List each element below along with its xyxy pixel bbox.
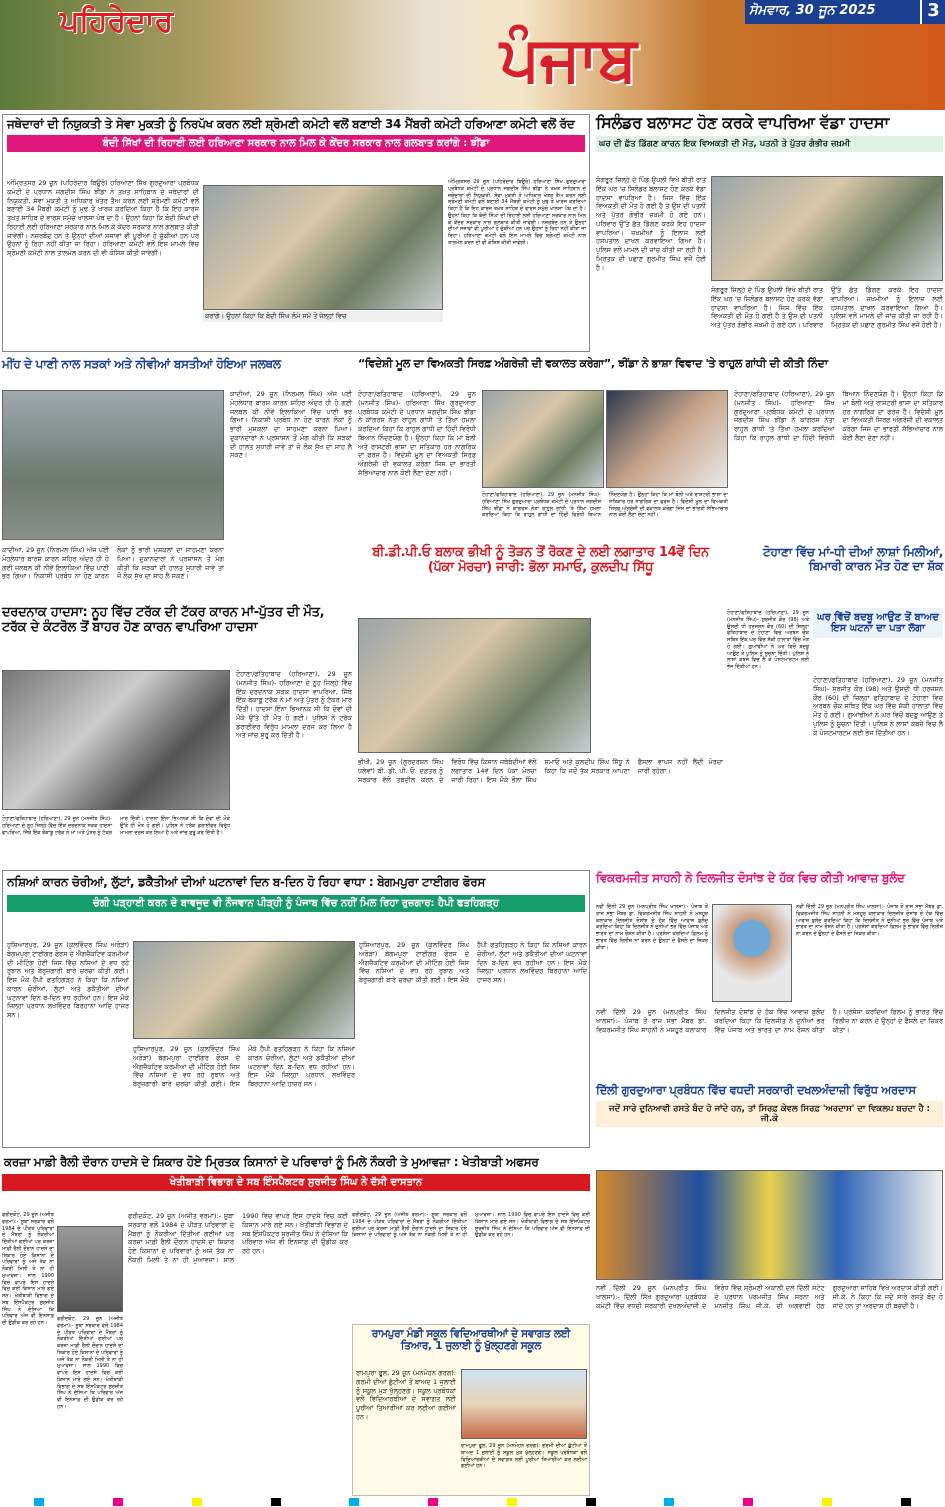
- story-nuh-accident: [2, 606, 352, 866]
- story-body: ਅੰਮ੍ਰਿਤਸਰ 29 ਜੂਨ (ਪਹਿਰੇਦਾਰ ਬਿਊਰੋ) ਹਰਿਆਣਾ ਸਿੱਖ ਗੁਰਦੁਆਰਾ ਪ੍ਰਬੰਧਕ ਕਮੇਟੀ ਦੇ ਪ੍ਰਧਾਨ ਜਗਦੀਸ਼ ਸਿੰਘ ਝੀਂਡਾ ਨੇ ਤਖ਼ਤ ਸਾਹਿਬਾਨ ਦੇ ਜਥੇਦਾਰਾਂ ਦੀ ਨਿਯੁਕਤੀ, ਸੇਵਾ ਮੁਕਤੀ ਤੇ ਅਧਿਕਾਰ ਖੇਤਰ ਤੈਅ ਕਰਨ ਲਈ ਸ਼੍ਰੋਮਣੀ ਕਮੇਟੀ ਵਲੋਂ ਬਣਾਈ 34 ਮੈਂਬਰੀ ਕਮੇਟੀ ਨੂੰ ਮੁਢ ਤੋਂ ਖਾਰਜ ਕਰਦਿਆਂ ਕਿਹਾ ਹੈ ਕਿ ਇਹ ਕਾਰਜ ਤਖ਼ਤ ਸਾਹਿਬ ਦੇ ਵਾਰਸ ਸਮੁੱਚੇ ਖਾਲਸਾ ਪੰਥ ਦਾ ਹੈ। ਉਹਨਾਂ ਕਿਹਾ ਕਿ ਬੰਦੀ ਸਿੰਘਾਂ ਦੀ ਰਿਹਾਈ ਲਈ ਹਰਿਆਣਾ ਸਰਕਾਰ ਨਾਲ ਮਿਲ ਕੇ ਕੇਂਦਰ ਸਰਕਾਰ ਨਾਲ ਗਲਬਾਤ ਕੀਤੀ ਜਾਵੇਗੀ। ਨਜ਼ਰਬੰਦ ਹਨ ਤੇ ਉਨ੍ਹਾਂ ਦੀਆਂ ਸਜਾਵਾਂ ਵੀ ਪੂਰੀਆਂ ਹੋ ਚੁੱਕੀਆਂ ਹਨ ਪਰ ਉਹਨਾਂ ਨੂੰ ਰਿਹਾ ਨਹੀਂ ਕੀਤਾ ਜਾ ਰਿਹਾ। ਹਰਿਆਣਾ ਕਮੇਟੀ ਵਲੋਂ ਇਸ ਮਾਮਲੇ ਵਿਚ ਸ਼੍ਰੋਮਣੀ ਕਮੇਟੀ ਨਾਲ ਤਾਲਮੇਲ ਕਰਨ ਦੀ ਵੀ ਕੋਸ਼ਿਸ਼ ਕੀਤੀ ਜਾਵੇਗੀ।: [7, 179, 199, 258]
- photo-rahul-gandhi: [606, 390, 728, 488]
- subheadline: ਖੇਤੀਬਾੜੀ ਵਿਭਾਗ ਦੇ ਸਬ ਇੰਸਪੈਕਟਰ ਸੁਰਜੀਤ ਸਿੰਘ ਨੇ ਦੱਸੀ ਦਾਸਤਾਨ: [2, 1174, 590, 1191]
- photo-sahni: [712, 904, 792, 1002]
- story-sahni: [596, 872, 943, 1082]
- subheadline: ਬੰਦੀ ਸਿੱਖਾਂ ਦੀ ਰਿਹਾਈ ਲਈ ਹਰਿਆਣਾ ਸਰਕਾਰ ਨਾਲ ਮਿਲ ਕੇ ਕੇਂਦਰ ਸਰਕਾਰ ਨਾਲ ਗਲਬਾਤ ਕਰਾਂਗੇ : ਝੀਂਡਾ: [7, 135, 585, 152]
- story-body: ਭੀਖੀ, 29 ਜੂਨ (ਗੁਰਦਰਸ਼ਨ ਸਿੰਘ ਧਲੇਵਾਂ) ਬੀ. ਡੀ. ਪੀ. ਓ. ਦਫ਼ਤਰ ਨੂੰ ਸਰਕਾਰ ਵੱਲੋਂ ਤਬਦੀਲ ਕਰਨ ਦੇ ਵਿਰੋਧ ਵਿੱਚ ਕਿਸਾਨ ਜਥੇਬੰਦੀਆਂ ਵੱਲੋਂ ਲਗਾਤਾਰ 14ਵੇਂ ਦਿਨ ਪੱਕਾ ਮੋਰਚਾ ਜਾਰੀ ਰਿਹਾ। ਇਸ ਮੌਕੇ ਭੋਲਾ ਸਿੰਘ ਸਮਾਓ ਅਤੇ ਕੁਲਦੀਪ ਸਿੰਘ ਸਿੱਧੂ ਨੇ ਕਿਹਾ ਕਿ ਜਦੋਂ ਤੱਕ ਸਰਕਾਰ ਆਪਣਾ ਫੈਸਲਾ ਵਾਪਸ ਨਹੀਂ ਲੈਂਦੀ ਮੋਰਚਾ ਜਾਰੀ ਰਹੇਗਾ।: [358, 758, 723, 784]
- headline: ਦਰਦਨਾਕ ਹਾਦਸਾ: ਨੂਹ ਵਿੱਚ ਟਰੱਕ ਦੀ ਟੱਕਰ ਕਾਰਨ ਮਾਂ-ਪੁੱਤਰ ਦੀ ਮੌਤ, ਟਰੱਕ ਦੇ ਕੰਟਰੋਲ ਤੋਂ ਬਾਹਰ ਹੋਣ ਕਾਰਨ ਵਾਪਰਿਆ ਹਾਦਸਾ: [2, 605, 325, 635]
- headline: ਨਸ਼ਿਆਂ ਕਾਰਨ ਚੋਰੀਆਂ, ਲੁੱਟਾਂ, ਡਕੈਤੀਆਂ ਦੀਆਂ ਘਟਨਾਵਾਂ ਦਿਨ ਬ-ਦਿਨ ਹੋ ਰਿਹਾ ਵਾਧਾ : ਬੇਗਮਪੁਰਾ ਟਾਈਗਰ ਫੋਰਸ: [7, 875, 486, 889]
- story-body-continued: ਟੋਹਾਣਾ/ਫਤਿਹਾਬਾਦ (ਹਰਿਆਣਾ), 29 ਜੂਨ (ਮਨਜੀਤ ਸਿੰਘ)- ਹਰਿਆਣਾ ਦੇ ਨੂਹ ਜ਼ਿਲ੍ਹੇ ਵਿੱਚ ਇੱਕ ਦਰਦਨਾਕ ਸੜਕ ਹਾਦਸਾ ਵਾਪਰਿਆ, ਜਿੱਥੇ ਇੱਕ ਬੇਕਾਬੂ ਟਰੱਕ ਨੇ ਮਾਂ ਅਤੇ ਪੁੱਤਰ ਨੂੰ ਟੱਕਰ ਮਾਰ ਦਿੱਤੀ। ਹਾਦਸਾ ਇੰਨਾ ਭਿਆਨਕ ਸੀ ਕਿ ਦੋਵਾਂ ਦੀ ਮੌਕੇ ਉੱਤੇ ਹੀ ਮੌਤ ਹੋ ਗਈ। ਪੁਲਿਸ ਨੇ ਟਰੱਕ ਡਰਾਈਵਰ ਵਿਰੁੱਧ ਮਾਮਲਾ ਦਰਜ ਕਰ ਲਿਆ ਹੈ ਅਤੇ ਜਾਂਚ ਸ਼ੁਰੂ ਕਰ ਦਿੱਤੀ ਹੈ।: [2, 816, 230, 836]
- story-bdpo-morcha: [358, 546, 723, 866]
- section-title: ਪੰਜਾਬ: [500, 22, 637, 95]
- headline: ਰਾਮਪੁਰਾ ਮੰਡੀ ਸਕੂਲ ਵਿਦਿਆਰਥੀਆਂ ਦੇ ਸਵਾਗਤ ਲਈ ਤਿਆਰ, 1 ਜੁਲਾਈ ਨੂੰ ਖੁੱਲ੍ਹਣਗੇ ਸਕੂਲ: [371, 1328, 571, 1353]
- story-rain: [2, 358, 352, 603]
- story-body: ਨਵੀਂ ਦਿੱਲੀ 29 ਜੂਨ (ਮਨਪ੍ਰੀਤ ਸਿੰਘ ਖਾਲਸਾ):- ਦਿੱਲੀ ਸਿੱਖ ਗੁਰਦੁਆਰਾ ਪ੍ਰਬੰਧਕ ਕਮੇਟੀ ਵਿੱਚ ਵਧਦੀ ਸਰਕਾਰੀ ਦਖਲਅੰਦਾਜ਼ੀ ਦੇ ਵਿਰੋਧ ਵਿੱਚ ਸ਼੍ਰੋਮਣੀ ਅਕਾਲੀ ਦਲ ਦਿੱਲੀ ਸਟੇਟ ਦੇ ਪ੍ਰਧਾਨ ਪਰਮਜੀਤ ਸਿੰਘ ਸਰਨਾ ਅਤੇ ਮਨਜੀਤ ਸਿੰਘ ਜੀ.ਕੇ. ਦੀ ਅਗਵਾਈ ਹੇਠ ਗੁਰਦੁਆਰਾ ਸਾਹਿਬ ਵਿਖੇ ਅਰਦਾਸ ਕੀਤੀ ਗਈ। ਜੀ.ਕੇ. ਨੇ ਕਿਹਾ ਕਿ ਜਦੋਂ ਸਾਰੇ ਰਸਤੇ ਬੰਦ ਹੋ ਜਾਂਦੇ ਹਨ ਤਾਂ ਅਰਦਾਸ ਹੀ ਬਚਦੀ ਹੈ।: [596, 1284, 943, 1310]
- story-cylinder-blast: [596, 114, 943, 352]
- story-tohana: [727, 546, 943, 866]
- story-body: ਰਾਮਪੁਰਾ ਫੂਲ, 29 ਜੂਨ (ਮਨਮੋਹਨ ਗਰਗ): ਗਰਮੀ ਦੀਆਂ ਛੁੱਟੀਆਂ ਤੋਂ ਬਾਅਦ 1 ਜੁਲਾਈ ਨੂੰ ਸਕੂਲ ਮੁੜ ਖੁੱਲ੍ਹਣਗੇ। ਸਕੂਲ ਪ੍ਰਬੰਧਕਾਂ ਵਲੋਂ ਵਿਦਿਆਰਥੀਆਂ ਦੇ ਸਵਾਗਤ ਲਈ ਪੂਰੀਆਂ ਤਿਆਰੀਆਂ ਕਰ ਲਈਆਂ ਗਈਆਂ ਹਨ।: [356, 1369, 456, 1421]
- photo: [2, 670, 230, 810]
- photo: [2, 390, 224, 540]
- story-body: ਟੋਹਾਣਾ/ਫਤਿਹਾਬਾਦ (ਹਰਿਆਣਾ), 29 ਜੂਨ (ਮਨਜੀਤ ਸਿੰਘ)- ਸੁਰਜੀਤ ਕੌਰ (98) ਅਤੇ ਉਸਦੀ ਧੀ ਹਰਜਸ਼ਨ ਕੌਰ (60) ਦੀ ਜ਼ਿਲ੍ਹਾ ਫਤਿਹਾਬਾਦ ਦੇ ਟੋਹਾਣਾ ਵਿਚ ਅਰਬਨ ਚੌਕ ਸਥਿਤ ਇੱਕ ਘਰ ਵਿੱਚ ਸ਼ੱਕੀ ਹਾਲਾਤਾਂ ਵਿੱਚ ਮੌਤ ਹੋ ਗਈ। ਗੁਆਂਢੀਆਂ ਨੇ ਘਰ ਵਿਚੋਂ ਬਦਬੂ ਆਉਣ ਤੇ ਪੁਲਿਸ ਨੂੰ ਸੂਚਨਾ ਦਿੱਤੀ। ਪੁਲਿਸ ਨੇ ਲਾਸ਼ਾਂ ਕਬਜ਼ੇ ਵਿਚ ਲੈ ਕੇ ਪੋਸਟਮਾਰਟਮ ਲਈ ਭੇਜ ਦਿੱਤੀਆਂ ਹਨ।: [727, 610, 809, 670]
- headline: ਟੋਹਾਣਾ ਵਿੱਚ ਮਾਂ-ਧੀ ਦੀਆਂ ਲਾਸ਼ਾਂ ਮਿਲੀਆਂ, ਬਿਮਾਰੀ ਕਾਰਨ ਮੌਤ ਹੋਣ ਦਾ ਸ਼ੱਕ: [763, 545, 943, 573]
- story-body: ਹੁਸ਼ਿਆਰਪੁਰ, 29 ਜੂਨ (ਕੁਲਵਿੰਦਰ ਸਿੰਘ ਅਰੋੜਾ) ਬੇਗਮਪੁਰਾ ਟਾਈਗਰ ਫੋਰਸ ਦੇ ਐਗਜ਼ੈਕਟਿਵ ਕਰਮੀਆਂ ਦੀ ਮੀਟਿੰਗ ਹੋਈ ਜਿਸ ਵਿੱਚ ਨਸ਼ਿਆਂ ਦੇ ਵਧ ਰਹੇ ਰੁਝਾਨ ਅਤੇ ਬੇਰੁਜ਼ਗਾਰੀ ਬਾਰੇ ਚਰਚਾ ਕੀਤੀ ਗਈ। ਇਸ ਮੌਕੇ ਹੈਪੀ ਫਤਹਿਗੜ੍ਹ ਨੇ ਕਿਹਾ ਕਿ ਨਸ਼ਿਆਂ ਕਾਰਨ ਚੋਰੀਆਂ, ਲੁੱਟਾਂ ਅਤੇ ਡਕੈਤੀਆਂ ਦੀਆਂ ਘਟਨਾਵਾਂ ਦਿਨ ਬ-ਦਿਨ ਵਧ ਰਹੀਆਂ ਹਨ। ਇਸ ਮੌਕੇ ਜ਼ਿਲ੍ਹਾ ਪ੍ਰਧਾਨ ਲਖਵਿੰਦਰ ਬਿਰਹਾਨਾ ਆਦਿ ਹਾਜ਼ਰ ਸਨ।: [7, 941, 129, 1020]
- story-body-continued-2: ਟੋਹਾਣਾ/ਫਤਿਹਾਬਾਦ (ਹਰਿਆਣਾ), 29 ਜੂਨ (ਮਨਜੀਤ ਸਿੰਘ)- ਹਰਿਆਣਾ ਸਿੱਖ ਗੁਰਦੁਆਰਾ ਪ੍ਰਬੰਧਕ ਕਮੇਟੀ ਦੇ ਪ੍ਰਧਾਨ ਜਗਦੀਸ਼ ਸਿੰਘ ਝੀਂਡਾ ਨੇ ਕਾਂਗਰਸ ਨੇਤਾ ਰਾਹੁਲ ਗਾਂਧੀ 'ਤੇ ਤਿੱਖਾ ਹਮਲਾ ਕਰਦਿਆਂ ਕਿਹਾ ਕਿ ਰਾਹੁਲ ਗਾਂਧੀ ਦਾ ਹਿੰਦੀ ਵਿਰੋਧੀ ਬਿਆਨ ਨਿੰਦਣਯੋਗ ਹੈ। ਉਨ੍ਹਾਂ ਕਿਹਾ ਕਿ ਮਾਂ ਬੋਲੀ ਅਤੇ ਰਾਸ਼ਟਰੀ ਭਾਸ਼ਾ ਦਾ ਸਤਿਕਾਰ ਹਰ ਨਾਗਰਿਕ ਦਾ ਫਰਜ਼ ਹੈ। ਵਿਦੇਸ਼ੀ ਮੂਲ ਦਾ ਵਿਅਕਤੀ ਸਿਰਫ਼ ਅੰਗਰੇਜ਼ੀ ਦੀ ਵਕਾਲਤ ਕਰੇਗਾ ਜਿਸ ਦਾ ਭਾਰਤੀ ਸੱਭਿਆਚਾਰ ਨਾਲ ਕੋਈ ਲੈਣਾ ਦੇਣਾ ਨਹੀਂ।: [734, 390, 943, 442]
- photo: [203, 185, 443, 310]
- photo-portrait: [57, 1226, 123, 1312]
- photo: [596, 1170, 943, 1280]
- story-body-continued: ਅੰਮ੍ਰਿਤਸਰ 29 ਜੂਨ (ਪਹਿਰੇਦਾਰ ਬਿਊਰੋ) ਹਰਿਆਣਾ ਸਿੱਖ ਗੁਰਦੁਆਰਾ ਪ੍ਰਬੰਧਕ ਕਮੇਟੀ ਦੇ ਪ੍ਰਧਾਨ ਜਗਦੀਸ਼ ਸਿੰਘ ਝੀਂਡਾ ਨੇ ਤਖ਼ਤ ਸਾਹਿਬਾਨ ਦੇ ਜਥੇਦਾਰਾਂ ਦੀ ਨਿਯੁਕਤੀ, ਸੇਵਾ ਮੁਕਤੀ ਤੇ ਅਧਿਕਾਰ ਖੇਤਰ ਤੈਅ ਕਰਨ ਲਈ ਸ਼੍ਰੋਮਣੀ ਕਮੇਟੀ ਵਲੋਂ ਬਣਾਈ 34 ਮੈਂਬਰੀ ਕਮੇਟੀ ਨੂੰ ਮੁਢ ਤੋਂ ਖਾਰਜ ਕਰਦਿਆਂ ਕਿਹਾ ਹੈ ਕਿ ਇਹ ਕਾਰਜ ਤਖ਼ਤ ਸਾਹਿਬ ਦੇ ਵਾਰਸ ਸਮੁੱਚੇ ਖਾਲਸਾ ਪੰਥ ਦਾ ਹੈ। ਉਹਨਾਂ ਕਿਹਾ ਕਿ ਬੰਦੀ ਸਿੰਘਾਂ ਦੀ ਰਿਹਾਈ ਲਈ ਹਰਿਆਣਾ ਸਰਕਾਰ ਨਾਲ ਮਿਲ ਕੇ ਕੇਂਦਰ ਸਰਕਾਰ ਨਾਲ ਗਲਬਾਤ ਕੀਤੀ ਜਾਵੇਗੀ। ਨਜ਼ਰਬੰਦ ਹਨ ਤੇ ਉਨ੍ਹਾਂ ਦੀਆਂ ਸਜਾਵਾਂ ਵੀ ਪੂਰੀਆਂ ਹੋ ਚੁੱਕੀਆਂ ਹਨ ਪਰ ਉਹਨਾਂ ਨੂੰ ਰਿਹਾ ਨਹੀਂ ਕੀਤਾ ਜਾ ਰਿਹਾ। ਹਰਿਆਣਾ ਕਮੇਟੀ ਵਲੋਂ ਇਸ ਮਾਮਲੇ ਵਿਚ ਸ਼੍ਰੋਮਣੀ ਕਮੇਟੀ ਨਾਲ ਤਾਲਮੇਲ ਕਰਨ ਦੀ ਵੀ ਕੋਸ਼ਿਸ਼ ਕੀਤੀ ਜਾਵੇਗੀ।: [448, 179, 586, 246]
- story-body: ਸੰਗਰੂਰ ਜ਼ਿਲ੍ਹੇ ਦੇ ਪਿੰਡ ਉਪਲੀ ਵਿਖੇ ਬੀਤੀ ਰਾਤ ਇੱਕ ਘਰ 'ਚ ਸਿਲੰਡਰ ਬਲਾਸਟ ਹੋਣ ਕਰਕੇ ਵੱਡਾ ਹਾਦਸਾ ਵਾਪਰਿਆ ਹੈ। ਜਿਸ ਵਿੱਚ ਇੱਕ ਵਿਅਕਤੀ ਦੀ ਮੌਤ ਹੋ ਗਈ ਹੈ ਤੇ ਉਸ ਦੀ ਪਤਨੀ ਅਤੇ ਪੁੱਤਰ ਗੰਭੀਰ ਜ਼ਖ਼ਮੀ ਹੋ ਗਏ ਹਨ। ਪਰਿਵਾਰ ਉੱਤੇ ਛੱਤ ਡਿੱਗਣ ਕਰਕੇ ਇਹ ਹਾਦਸਾ ਵਾਪਰਿਆ। ਜ਼ਖ਼ਮੀਆਂ ਨੂੰ ਇਲਾਜ ਲਈ ਹਸਪਤਾਲ ਦਾਖਲ ਕਰਵਾਇਆ ਗਿਆ ਹੈ। ਪੁਲਿਸ ਵਲੋਂ ਮਾਮਲੇ ਦੀ ਜਾਂਚ ਕੀਤੀ ਜਾ ਰਹੀ ਹੈ। ਮ੍ਰਿਤਕ ਦੀ ਪਛਾਣ ਗੁਰਮੀਤ ਸਿੰਘ ਵਜੋਂ ਹੋਈ ਹੈ।: [596, 176, 706, 272]
- story-body-continued: ਫਰੀਦਕੋਟ, 29 ਜੂਨ (ਅਜੀਤ ਵਰਮਾ):- ਸੂਬਾ ਸਰਕਾਰ ਵਲੋਂ 1984 ਦੇ ਪੀੜਤ ਪਰਿਵਾਰਾਂ ਦੇ ਮੈਂਬਰਾਂ ਨੂੰ ਨੌਕਰੀਆਂ ਦਿੱਤੀਆਂ ਗਈਆਂ ਪਰ ਕਰਜ਼ਾ ਮਾਫ਼ੀ ਰੈਲੀ ਦੌਰਾਨ ਹਾਦਸੇ ਦਾ ਸ਼ਿਕਾਰ ਹੋਏ ਕਿਸਾਨਾਂ ਦੇ ਪਰਿਵਾਰਾਂ ਨੂੰ ਅਜੇ ਤੱਕ ਨਾ ਨੌਕਰੀ ਮਿਲੀ ਤੇ ਨਾ ਹੀ ਮੁਆਵਜ਼ਾ। ਸਾਲ 1990 ਵਿਚ ਵਾਪਰੇ ਇਸ ਹਾਦਸੇ ਵਿਚ ਕਈ ਕਿਸਾਨ ਮਾਰੇ ਗਏ ਸਨ। ਖੇਤੀਬਾੜੀ ਵਿਭਾਗ ਦੇ ਸਬ ਇੰਸਪੈਕਟਰ ਸੁਰਜੀਤ ਸਿੰਘ ਨੇ ਦੱਸਿਆ ਕਿ ਪਰਿਵਾਰ ਅੱਜ ਵੀ ਇਨਸਾਫ਼ ਦੀ ਉਡੀਕ ਕਰ ਰਹੇ ਹਨ।: [57, 1316, 123, 1410]
- story-body-continued: ਹੁਸ਼ਿਆਰਪੁਰ, 29 ਜੂਨ (ਕੁਲਵਿੰਦਰ ਸਿੰਘ ਅਰੋੜਾ) ਬੇਗਮਪੁਰਾ ਟਾਈਗਰ ਫੋਰਸ ਦੇ ਐਗਜ਼ੈਕਟਿਵ ਕਰਮੀਆਂ ਦੀ ਮੀਟਿੰਗ ਹੋਈ ਜਿਸ ਵਿੱਚ ਨਸ਼ਿਆਂ ਦੇ ਵਧ ਰਹੇ ਰੁਝਾਨ ਅਤੇ ਬੇਰੁਜ਼ਗਾਰੀ ਬਾਰੇ ਚਰਚਾ ਕੀਤੀ ਗਈ। ਇਸ ਮੌਕੇ ਹੈਪੀ ਫਤਹਿਗੜ੍ਹ ਨੇ ਕਿਹਾ ਕਿ ਨਸ਼ਿਆਂ ਕਾਰਨ ਚੋਰੀਆਂ, ਲੁੱਟਾਂ ਅਤੇ ਡਕੈਤੀਆਂ ਦੀਆਂ ਘਟਨਾਵਾਂ ਦਿਨ ਬ-ਦਿਨ ਵਧ ਰਹੀਆਂ ਹਨ। ਇਸ ਮੌਕੇ ਜ਼ਿਲ੍ਹਾ ਪ੍ਰਧਾਨ ਲਖਵਿੰਦਰ ਬਿਰਹਾਨਾ ਆਦਿ ਹਾਜ਼ਰ ਸਨ।: [133, 1045, 355, 1089]
- story-rampura-school: [352, 1324, 590, 1496]
- issue-date: ਸੋਮਵਾਰ, 30 ਜੂਨ 2025: [745, 0, 920, 24]
- headline: ਜਥੇਦਾਰਾਂ ਦੀ ਨਿਯੁਕਤੀ ਤੇ ਸੇਵਾ ਮੁਕਤੀ ਨੂੰ ਨਿਰਪੱਖ ਕਰਨ ਲਈ ਸ਼੍ਰੋਮਣੀ ਕਮੇਟੀ ਵਲੋਂ ਬਣਾਈ 34 ਮੈਂਬਰੀ ਕਮੇਟੀ ਹਰਿਆਣਾ ਕਮੇਟੀ ਵਲੋਂ ਰੱਦ: [7, 117, 575, 131]
- story-body: ਟੋਹਾਣਾ/ਫਤਿਹਾਬਾਦ (ਹਰਿਆਣਾ), 29 ਜੂਨ (ਮਨਜੀਤ ਸਿੰਘ)- ਹਰਿਆਣਾ ਸਿੱਖ ਗੁਰਦੁਆਰਾ ਪ੍ਰਬੰਧਕ ਕਮੇਟੀ ਦੇ ਪ੍ਰਧਾਨ ਜਗਦੀਸ਼ ਸਿੰਘ ਝੀਂਡਾ ਨੇ ਕਾਂਗਰਸ ਨੇਤਾ ਰਾਹੁਲ ਗਾਂਧੀ 'ਤੇ ਤਿੱਖਾ ਹਮਲਾ ਕਰਦਿਆਂ ਕਿਹਾ ਕਿ ਰਾਹੁਲ ਗਾਂਧੀ ਦਾ ਹਿੰਦੀ ਵਿਰੋਧੀ ਬਿਆਨ ਨਿੰਦਣਯੋਗ ਹੈ। ਉਨ੍ਹਾਂ ਕਿਹਾ ਕਿ ਮਾਂ ਬੋਲੀ ਅਤੇ ਰਾਸ਼ਟਰੀ ਭਾਸ਼ਾ ਦਾ ਸਤਿਕਾਰ ਹਰ ਨਾਗਰਿਕ ਦਾ ਫਰਜ਼ ਹੈ। ਵਿਦੇਸ਼ੀ ਮੂਲ ਦਾ ਵਿਅਕਤੀ ਸਿਰਫ਼ ਅੰਗਰੇਜ਼ੀ ਦੀ ਵਕਾਲਤ ਕਰੇਗਾ ਜਿਸ ਦਾ ਭਾਰਤੀ ਸੱਭਿਆਚਾਰ ਨਾਲ ਕੋਈ ਲੈਣਾ ਦੇਣਾ ਨਹੀਂ।: [358, 390, 476, 477]
- headline: ਵਿਕਰਮਜੀਤ ਸਾਹਨੀ ਨੇ ਦਿਲਜੀਤ ਦੋਸਾਂਝ ਦੇ ਹੱਕ ਵਿਚ ਕੀਤੀ ਆਵਾਜ਼ ਬੁਲੰਦ: [596, 871, 905, 885]
- subheadline: ਚੰਗੀ ਪੜ੍ਹਾਈ ਕਰਨ ਦੇ ਬਾਵਜੂਦ ਵੀ ਨੌਜਵਾਨ ਪੀੜ੍ਹੀ ਨੂੰ ਪੰਜਾਬ ਵਿੱਚ ਨਹੀਂ ਮਿਲ ਰਿਹਾ ਰੁਜ਼ਗਾਰ: ਹੈਪੀ ਫਤਹਿਗੜ੍ਹ: [7, 895, 585, 912]
- story-body-continued: ਕਾਦੀਆਂ, 29 ਜੂਨ (ਨਿਰਮਲ ਸਿੰਘ) ਅੱਜ ਪਈ ਮੋਹਲੇਧਾਰ ਬਾਰਸ਼ ਕਾਰਨ ਸ਼ਹਿਰ ਅੰਦਰ ਹੀ ਹੋ ਗਈ ਜਲਥਲ ਕੀ ਨੀਵੇਂ ਇਲਾਕਿਆਂ ਵਿੱਚ ਪਾਣੀ ਭਰ ਗਿਆ। ਨਿਕਾਸੀ ਪ੍ਰਬੰਧ ਨਾ ਹੋਣ ਕਾਰਨ ਲੋਕਾਂ ਨੂੰ ਭਾਰੀ ਮੁਸ਼ਕਲਾਂ ਦਾ ਸਾਹਮਣਾ ਕਰਨਾ ਪਿਆ। ਦੁਕਾਨਦਾਰਾਂ ਨੇ ਪ੍ਰਸ਼ਾਸਨ ਤੋਂ ਮੰਗ ਕੀਤੀ ਕਿ ਸੜਕਾਂ ਦੀ ਹਾਲਤ ਸੁਧਾਰੀ ਜਾਵੇ ਤਾਂ ਜੋ ਲੋਕ ਸੁੱਖ ਦਾ ਸਾਹ ਲੈ ਸਕਣ।: [2, 546, 224, 581]
- photo-jhinda: [482, 390, 604, 488]
- headline: ਦਿੱਲੀ ਗੁਰਦੁਆਰਾ ਪ੍ਰਬੰਧਨ ਵਿੱਚ ਵਧਦੀ ਸਰਕਾਰੀ ਦਖਲਅੰਦਾਜ਼ੀ ਵਿਰੁੱਧ ਅਰਦਾਸ: [596, 1083, 916, 1097]
- headline: ਬੀ.ਡੀ.ਪੀ.ਓ ਬਲਾਕ ਭੀਖੀ ਨੂੰ ਤੋੜਨ ਤੋਂ ਰੋਕਣ ਦੇ ਲਈ ਲਗਾਤਾਰ 14ਵੇਂ ਦਿਨ (ਪੱਕਾ ਮੋਰਚਾ) ਜਾਰੀ: ਭੋਲਾ ਸਮਾਓ, ਕੁਲਦੀਪ ਸਿੱਧੂ: [372, 545, 709, 575]
- story-body: ਕਾਦੀਆਂ, 29 ਜੂਨ (ਨਿਰਮਲ ਸਿੰਘ) ਅੱਜ ਪਈ ਮੋਹਲੇਧਾਰ ਬਾਰਸ਼ ਕਾਰਨ ਸ਼ਹਿਰ ਅੰਦਰ ਹੀ ਹੋ ਗਈ ਜਲਥਲ ਕੀ ਨੀਵੇਂ ਇਲਾਕਿਆਂ ਵਿੱਚ ਪਾਣੀ ਭਰ ਗਿਆ। ਨਿਕਾਸੀ ਪ੍ਰਬੰਧ ਨਾ ਹੋਣ ਕਾਰਨ ਲੋਕਾਂ ਨੂੰ ਭਾਰੀ ਮੁਸ਼ਕਲਾਂ ਦਾ ਸਾਹਮਣਾ ਕਰਨਾ ਪਿਆ। ਦੁਕਾਨਦਾਰਾਂ ਨੇ ਪ੍ਰਸ਼ਾਸਨ ਤੋਂ ਮੰਗ ਕੀਤੀ ਕਿ ਸੜਕਾਂ ਦੀ ਹਾਲਤ ਸੁਧਾਰੀ ਜਾਵੇ ਤਾਂ ਜੋ ਲੋਕ ਸੁੱਖ ਦਾ ਸਾਹ ਲੈ ਸਕਣ।: [230, 390, 352, 460]
- photo-school: [461, 1369, 587, 1439]
- story-language-row: [358, 358, 943, 543]
- story-body-continued: ਰਾਮਪੁਰਾ ਫੂਲ, 29 ਜੂਨ (ਮਨਮੋਹਨ ਗਰਗ): ਗਰਮੀ ਦੀਆਂ ਛੁੱਟੀਆਂ ਤੋਂ ਬਾਅਦ 1 ਜੁਲਾਈ ਨੂੰ ਸਕੂਲ ਮੁੜ ਖੁੱਲ੍ਹਣਗੇ। ਸਕੂਲ ਪ੍ਰਬੰਧਕਾਂ ਵਲੋਂ ਵਿਦਿਆਰਥੀਆਂ ਦੇ ਸਵਾਗਤ ਲਈ ਪੂਰੀਆਂ ਤਿਆਰੀਆਂ ਕਰ ਲਈਆਂ ਗਈਆਂ ਹਨ।: [461, 1443, 587, 1470]
- subheadline: ਜਦੋਂ ਸਾਰੇ ਦੁਨਿਆਵੀ ਰਸਤੇ ਬੰਦ ਹੋ ਜਾਂਦੇ ਹਨ, ਤਾਂ ਸਿਰਫ਼ ਕੇਵਲ ਸਿਰਫ਼ 'ਅਰਦਾਸ' ਦਾ ਵਿਕਲਪ ਬਚਦਾ ਹੈ : ਜੀ.ਕੇ: [596, 1101, 943, 1127]
- color-registration-bar: [0, 1497, 945, 1507]
- newspaper-logo: ਪਹਿਰੇਦਾਰ: [60, 4, 174, 39]
- headline: ਮੀਂਹ ਦੇ ਪਾਣੀ ਨਾਲ ਸੜਕਾਂ ਅਤੇ ਨੀਵੀਆਂ ਬਸਤੀਆਂ ਹੋਇਆ ਜਲਥਲ: [2, 357, 281, 371]
- story-jathedar: [2, 114, 590, 352]
- story-body-continued: ਸੰਗਰੂਰ ਜ਼ਿਲ੍ਹੇ ਦੇ ਪਿੰਡ ਉਪਲੀ ਵਿਖੇ ਬੀਤੀ ਰਾਤ ਇੱਕ ਘਰ 'ਚ ਸਿਲੰਡਰ ਬਲਾਸਟ ਹੋਣ ਕਰਕੇ ਵੱਡਾ ਹਾਦਸਾ ਵਾਪਰਿਆ ਹੈ। ਜਿਸ ਵਿੱਚ ਇੱਕ ਵਿਅਕਤੀ ਦੀ ਮੌਤ ਹੋ ਗਈ ਹੈ ਤੇ ਉਸ ਦੀ ਪਤਨੀ ਅਤੇ ਪੁੱਤਰ ਗੰਭੀਰ ਜ਼ਖ਼ਮੀ ਹੋ ਗਏ ਹਨ। ਪਰਿਵਾਰ ਉੱਤੇ ਛੱਤ ਡਿੱਗਣ ਕਰਕੇ ਇਹ ਹਾਦਸਾ ਵਾਪਰਿਆ। ਜ਼ਖ਼ਮੀਆਂ ਨੂੰ ਇਲਾਜ ਲਈ ਹਸਪਤਾਲ ਦਾਖਲ ਕਰਵਾਇਆ ਗਿਆ ਹੈ। ਪੁਲਿਸ ਵਲੋਂ ਮਾਮਲੇ ਦੀ ਜਾਂਚ ਕੀਤੀ ਜਾ ਰਹੀ ਹੈ। ਮ੍ਰਿਤਕ ਦੀ ਪਛਾਣ ਗੁਰਮੀਤ ਸਿੰਘ ਵਜੋਂ ਹੋਈ ਹੈ।: [711, 286, 943, 330]
- story-body-continued-2: ਨਵੀਂ ਦਿੱਲੀ 29 ਜੂਨ (ਮਨਪ੍ਰੀਤ ਸਿੰਘ ਖਾਲਸਾ):- ਪੰਜਾਬ ਤੋਂ ਰਾਜ ਸਭਾ ਮੈਂਬਰ ਡਾ. ਵਿਕਰਮਜੀਤ ਸਿੰਘ ਸਾਹਨੀ ਨੇ ਮਸ਼ਹੂਰ ਕਲਾਕਾਰ ਦਿਲਜੀਤ ਦੋਸਾਂਝ ਦੇ ਹੱਕ ਵਿੱਚ ਆਵਾਜ਼ ਬੁਲੰਦ ਕਰਦਿਆਂ ਕਿਹਾ ਕਿ ਦਿਲਜੀਤ ਨੇ ਦੁਨੀਆਂ ਭਰ ਵਿੱਚ ਪੰਜਾਬ ਅਤੇ ਭਾਰਤ ਦਾ ਨਾਮ ਰੌਸ਼ਨ ਕੀਤਾ ਹੈ। ਪ੍ਰਸ਼ੰਸਾ ਕਰਦਿਆਂ ਫ਼ਿਲਮ ਨੂੰ ਭਾਰਤ ਵਿੱਚ ਰਿਲੀਜ਼ ਨਾ ਕਰਨ ਦੇ ਉਨ੍ਹਾਂ ਦੇ ਫੈਸਲੇ ਦਾ ਜ਼ਿਕਰ ਕੀਤਾ।: [596, 1008, 943, 1034]
- story-body-continued: ਟੋਹਾਣਾ/ਫਤਿਹਾਬਾਦ (ਹਰਿਆਣਾ), 29 ਜੂਨ (ਮਨਜੀਤ ਸਿੰਘ)- ਹਰਿਆਣਾ ਸਿੱਖ ਗੁਰਦੁਆਰਾ ਪ੍ਰਬੰਧਕ ਕਮੇਟੀ ਦੇ ਪ੍ਰਧਾਨ ਜਗਦੀਸ਼ ਸਿੰਘ ਝੀਂਡਾ ਨੇ ਕਾਂਗਰਸ ਨੇਤਾ ਰਾਹੁਲ ਗਾਂਧੀ 'ਤੇ ਤਿੱਖਾ ਹਮਲਾ ਕਰਦਿਆਂ ਕਿਹਾ ਕਿ ਰਾਹੁਲ ਗਾਂਧੀ ਦਾ ਹਿੰਦੀ ਵਿਰੋਧੀ ਬਿਆਨ ਨਿੰਦਣਯੋਗ ਹੈ। ਉਨ੍ਹਾਂ ਕਿਹਾ ਕਿ ਮਾਂ ਬੋਲੀ ਅਤੇ ਰਾਸ਼ਟਰੀ ਭਾਸ਼ਾ ਦਾ ਸਤਿਕਾਰ ਹਰ ਨਾਗਰਿਕ ਦਾ ਫਰਜ਼ ਹੈ। ਵਿਦੇਸ਼ੀ ਮੂਲ ਦਾ ਵਿਅਕਤੀ ਸਿਰਫ਼ ਅੰਗਰੇਜ਼ੀ ਦੀ ਵਕਾਲਤ ਕਰੇਗਾ ਜਿਸ ਦਾ ਭਾਰਤੀ ਸੱਭਿਆਚਾਰ ਨਾਲ ਕੋਈ ਲੈਣਾ ਦੇਣਾ ਨਹੀਂ।: [482, 492, 728, 519]
- story-body-continued: ਟੋਹਾਣਾ/ਫਤਿਹਾਬਾਦ (ਹਰਿਆਣਾ), 29 ਜੂਨ (ਮਨਜੀਤ ਸਿੰਘ)- ਸੁਰਜੀਤ ਕੌਰ (98) ਅਤੇ ਉਸਦੀ ਧੀ ਹਰਜਸ਼ਨ ਕੌਰ (60) ਦੀ ਜ਼ਿਲ੍ਹਾ ਫਤਿਹਾਬਾਦ ਦੇ ਟੋਹਾਣਾ ਵਿਚ ਅਰਬਨ ਚੌਕ ਸਥਿਤ ਇੱਕ ਘਰ ਵਿੱਚ ਸ਼ੱਕੀ ਹਾਲਾਤਾਂ ਵਿੱਚ ਮੌਤ ਹੋ ਗਈ। ਗੁਆਂਢੀਆਂ ਨੇ ਘਰ ਵਿਚੋਂ ਬਦਬੂ ਆਉਣ ਤੇ ਪੁਲਿਸ ਨੂੰ ਸੂਚਨਾ ਦਿੱਤੀ। ਪੁਲਿਸ ਨੇ ਲਾਸ਼ਾਂ ਕਬਜ਼ੇ ਵਿਚ ਲੈ ਕੇ ਪੋਸਟਮਾਰਟਮ ਲਈ ਭੇਜ ਦਿੱਤੀਆਂ ਹਨ।: [813, 676, 943, 737]
- headline: ਸਿਲੰਡਰ ਬਲਾਸਟ ਹੋਣ ਕਰਕੇ ਵਾਪਰਿਆ ਵੱਡਾ ਹਾਦਸਾ: [596, 113, 889, 132]
- story-body: ਟੋਹਾਣਾ/ਫਤਿਹਾਬਾਦ (ਹਰਿਆਣਾ), 29 ਜੂਨ (ਮਨਜੀਤ ਸਿੰਘ)- ਹਰਿਆਣਾ ਦੇ ਨੂਹ ਜ਼ਿਲ੍ਹੇ ਵਿੱਚ ਇੱਕ ਦਰਦਨਾਕ ਸੜਕ ਹਾਦਸਾ ਵਾਪਰਿਆ, ਜਿੱਥੇ ਇੱਕ ਬੇਕਾਬੂ ਟਰੱਕ ਨੇ ਮਾਂ ਅਤੇ ਪੁੱਤਰ ਨੂੰ ਟੱਕਰ ਮਾਰ ਦਿੱਤੀ। ਹਾਦਸਾ ਇੰਨਾ ਭਿਆਨਕ ਸੀ ਕਿ ਦੋਵਾਂ ਦੀ ਮੌਕੇ ਉੱਤੇ ਹੀ ਮੌਤ ਹੋ ਗਈ। ਪੁਲਿਸ ਨੇ ਟਰੱਕ ਡਰਾਈਵਰ ਵਿਰੁੱਧ ਮਾਮਲਾ ਦਰਜ ਕਰ ਲਿਆ ਹੈ ਅਤੇ ਜਾਂਚ ਸ਼ੁਰੂ ਕਰ ਦਿੱਤੀ ਹੈ।: [236, 670, 352, 740]
- photo: [133, 941, 355, 1039]
- story-delhi-gurdwara: [596, 1084, 943, 1496]
- photo-caption: ਕਰਾਂਗੇ। ਉਹਨਾਂ ਕਿਹਾ ਕਿ ਬੰਦੀ ਸਿੰਘ ਲੰਮੇ ਸਮੇਂ ਤੋਂ ਜੇਲ੍ਹਾਂ ਵਿਚ: [203, 311, 443, 322]
- photo: [711, 176, 943, 281]
- story-body: ਫਰੀਦਕੋਟ, 29 ਜੂਨ (ਅਜੀਤ ਵਰਮਾ):- ਸੂਬਾ ਸਰਕਾਰ ਵਲੋਂ 1984 ਦੇ ਪੀੜਤ ਪਰਿਵਾਰਾਂ ਦੇ ਮੈਂਬਰਾਂ ਨੂੰ ਨੌਕਰੀਆਂ ਦਿੱਤੀਆਂ ਗਈਆਂ ਪਰ ਕਰਜ਼ਾ ਮਾਫ਼ੀ ਰੈਲੀ ਦੌਰਾਨ ਹਾਦਸੇ ਦਾ ਸ਼ਿਕਾਰ ਹੋਏ ਕਿਸਾਨਾਂ ਦੇ ਪਰਿਵਾਰਾਂ ਨੂੰ ਅਜੇ ਤੱਕ ਨਾ ਨੌਕਰੀ ਮਿਲੀ ਤੇ ਨਾ ਹੀ ਮੁਆਵਜ਼ਾ। ਸਾਲ 1990 ਵਿਚ ਵਾਪਰੇ ਇਸ ਹਾਦਸੇ ਵਿਚ ਕਈ ਕਿਸਾਨ ਮਾਰੇ ਗਏ ਸਨ। ਖੇਤੀਬਾੜੀ ਵਿਭਾਗ ਦੇ ਸਬ ਇੰਸਪੈਕਟਰ ਸੁਰਜੀਤ ਸਿੰਘ ਨੇ ਦੱਸਿਆ ਕਿ ਪਰਿਵਾਰ ਅੱਜ ਵੀ ਇਨਸਾਫ਼ ਦੀ ਉਡੀਕ ਕਰ ਰਹੇ ਹਨ।: [2, 1212, 54, 1326]
- story-body-continued-3: ਫਰੀਦਕੋਟ, 29 ਜੂਨ (ਅਜੀਤ ਵਰਮਾ):- ਸੂਬਾ ਸਰਕਾਰ ਵਲੋਂ 1984 ਦੇ ਪੀੜਤ ਪਰਿਵਾਰਾਂ ਦੇ ਮੈਂਬਰਾਂ ਨੂੰ ਨੌਕਰੀਆਂ ਦਿੱਤੀਆਂ ਗਈਆਂ ਪਰ ਕਰਜ਼ਾ ਮਾਫ਼ੀ ਰੈਲੀ ਦੌਰਾਨ ਹਾਦਸੇ ਦਾ ਸ਼ਿਕਾਰ ਹੋਏ ਕਿਸਾਨਾਂ ਦੇ ਪਰਿਵਾਰਾਂ ਨੂੰ ਅਜੇ ਤੱਕ ਨਾ ਨੌਕਰੀ ਮਿਲੀ ਤੇ ਨਾ ਹੀ ਮੁਆਵਜ਼ਾ। ਸਾਲ 1990 ਵਿਚ ਵਾਪਰੇ ਇਸ ਹਾਦਸੇ ਵਿਚ ਕਈ ਕਿਸਾਨ ਮਾਰੇ ਗਏ ਸਨ। ਖੇਤੀਬਾੜੀ ਵਿਭਾਗ ਦੇ ਸਬ ਇੰਸਪੈਕਟਰ ਸੁਰਜੀਤ ਸਿੰਘ ਨੇ ਦੱਸਿਆ ਕਿ ਪਰਿਵਾਰ ਅੱਜ ਵੀ ਇਨਸਾਫ਼ ਦੀ ਉਡੀਕ ਕਰ ਰਹੇ ਹਨ।: [352, 1212, 590, 1239]
- story-begampura: [2, 870, 590, 1148]
- story-body-continued-2: ਫਰੀਦਕੋਟ, 29 ਜੂਨ (ਅਜੀਤ ਵਰਮਾ):- ਸੂਬਾ ਸਰਕਾਰ ਵਲੋਂ 1984 ਦੇ ਪੀੜਤ ਪਰਿਵਾਰਾਂ ਦੇ ਮੈਂਬਰਾਂ ਨੂੰ ਨੌਕਰੀਆਂ ਦਿੱਤੀਆਂ ਗਈਆਂ ਪਰ ਕਰਜ਼ਾ ਮਾਫ਼ੀ ਰੈਲੀ ਦੌਰਾਨ ਹਾਦਸੇ ਦਾ ਸ਼ਿਕਾਰ ਹੋਏ ਕਿਸਾਨਾਂ ਦੇ ਪਰਿਵਾਰਾਂ ਨੂੰ ਅਜੇ ਤੱਕ ਨਾ ਨੌਕਰੀ ਮਿਲੀ ਤੇ ਨਾ ਹੀ ਮੁਆਵਜ਼ਾ। ਸਾਲ 1990 ਵਿਚ ਵਾਪਰੇ ਇਸ ਹਾਦਸੇ ਵਿਚ ਕਈ ਕਿਸਾਨ ਮਾਰੇ ਗਏ ਸਨ। ਖੇਤੀਬਾੜੀ ਵਿਭਾਗ ਦੇ ਸਬ ਇੰਸਪੈਕਟਰ ਸੁਰਜੀਤ ਸਿੰਘ ਨੇ ਦੱਸਿਆ ਕਿ ਪਰਿਵਾਰ ਅੱਜ ਵੀ ਇਨਸਾਫ਼ ਦੀ ਉਡੀਕ ਕਰ ਰਹੇ ਹਨ।: [128, 1212, 348, 1264]
- story-body-continued: ਨਵੀਂ ਦਿੱਲੀ 29 ਜੂਨ (ਮਨਪ੍ਰੀਤ ਸਿੰਘ ਖਾਲਸਾ):- ਪੰਜਾਬ ਤੋਂ ਰਾਜ ਸਭਾ ਮੈਂਬਰ ਡਾ. ਵਿਕਰਮਜੀਤ ਸਿੰਘ ਸਾਹਨੀ ਨੇ ਮਸ਼ਹੂਰ ਕਲਾਕਾਰ ਦਿਲਜੀਤ ਦੋਸਾਂਝ ਦੇ ਹੱਕ ਵਿੱਚ ਆਵਾਜ਼ ਬੁਲੰਦ ਕਰਦਿਆਂ ਕਿਹਾ ਕਿ ਦਿਲਜੀਤ ਨੇ ਦੁਨੀਆਂ ਭਰ ਵਿੱਚ ਪੰਜਾਬ ਅਤੇ ਭਾਰਤ ਦਾ ਨਾਮ ਰੌਸ਼ਨ ਕੀਤਾ ਹੈ। ਪ੍ਰਸ਼ੰਸਾ ਕਰਦਿਆਂ ਫ਼ਿਲਮ ਨੂੰ ਭਾਰਤ ਵਿੱਚ ਰਿਲੀਜ਼ ਨਾ ਕਰਨ ਦੇ ਉਨ੍ਹਾਂ ਦੇ ਫੈਸਲੇ ਦਾ ਜ਼ਿਕਰ ਕੀਤਾ।: [796, 904, 943, 937]
- pull-quote: ਘਰ ਵਿੱਚੋਂ ਬਦਬੂ ਆਉਣ ਤੋਂ ਬਾਅਦ ਇਸ ਘਟਨਾ ਦਾ ਪਤਾ ਲੱਗਾ: [813, 608, 943, 638]
- subheadline: ਘਰ ਦੀ ਛੱਤ ਡਿੱਗਣ ਕਾਰਨ ਇਕ ਵਿਅਕਤੀ ਦੀ ਮੌਤ, ਪਤਨੀ ਤੇ ਪੁੱਤਰ ਗੰਭੀਰ ਜ਼ਖ਼ਮੀ: [596, 136, 943, 152]
- headline: “ਵਿਦੇਸ਼ੀ ਮੂਲ ਦਾ ਵਿਅਕਤੀ ਸਿਰਫ਼ ਅੰਗਰੇਜ਼ੀ ਦੀ ਵਕਾਲਤ ਕਰੇਗਾ”, ਝੀਂਡਾ ਨੇ ਭਾਸ਼ਾ ਵਿਵਾਦ 'ਤੇ ਰਾਹੁਲ ਗਾਂਧੀ ਦੀ ਕੀਤੀ ਨਿੰਦਾ: [358, 357, 828, 370]
- photo: [358, 618, 591, 753]
- page-number: 3: [920, 0, 945, 24]
- headline: ਕਰਜ਼ਾ ਮਾਫ਼ੀ ਰੈਲੀ ਦੌਰਾਨ ਹਾਦਸੇ ਦੇ ਸ਼ਿਕਾਰ ਹੋਏ ਮ੍ਰਿਤਕ ਕਿਸਾਨਾਂ ਦੇ ਪਰਿਵਾਰਾਂ ਨੂੰ ਮਿਲੇ ਨੌਕਰੀ ਤੇ ਮੁਆਵਜ਼ਾ : ਖੇਤੀਬਾੜੀ ਅਫਸਰ: [4, 1155, 539, 1169]
- story-body: ਨਵੀਂ ਦਿੱਲੀ 29 ਜੂਨ (ਮਨਪ੍ਰੀਤ ਸਿੰਘ ਖਾਲਸਾ):- ਪੰਜਾਬ ਤੋਂ ਰਾਜ ਸਭਾ ਮੈਂਬਰ ਡਾ. ਵਿਕਰਮਜੀਤ ਸਿੰਘ ਸਾਹਨੀ ਨੇ ਮਸ਼ਹੂਰ ਕਲਾਕਾਰ ਦਿਲਜੀਤ ਦੋਸਾਂਝ ਦੇ ਹੱਕ ਵਿੱਚ ਆਵਾਜ਼ ਬੁਲੰਦ ਕਰਦਿਆਂ ਕਿਹਾ ਕਿ ਦਿਲਜੀਤ ਨੇ ਦੁਨੀਆਂ ਭਰ ਵਿੱਚ ਪੰਜਾਬ ਅਤੇ ਭਾਰਤ ਦਾ ਨਾਮ ਰੌਸ਼ਨ ਕੀਤਾ ਹੈ। ਪ੍ਰਸ਼ੰਸਾ ਕਰਦਿਆਂ ਫ਼ਿਲਮ ਨੂੰ ਭਾਰਤ ਵਿੱਚ ਰਿਲੀਜ਼ ਨਾ ਕਰਨ ਦੇ ਉਨ੍ਹਾਂ ਦੇ ਫੈਸਲੇ ਦਾ ਜ਼ਿਕਰ ਕੀਤਾ।: [596, 904, 708, 951]
- story-body-continued-2: ਹੁਸ਼ਿਆਰਪੁਰ, 29 ਜੂਨ (ਕੁਲਵਿੰਦਰ ਸਿੰਘ ਅਰੋੜਾ) ਬੇਗਮਪੁਰਾ ਟਾਈਗਰ ਫੋਰਸ ਦੇ ਐਗਜ਼ੈਕਟਿਵ ਕਰਮੀਆਂ ਦੀ ਮੀਟਿੰਗ ਹੋਈ ਜਿਸ ਵਿੱਚ ਨਸ਼ਿਆਂ ਦੇ ਵਧ ਰਹੇ ਰੁਝਾਨ ਅਤੇ ਬੇਰੁਜ਼ਗਾਰੀ ਬਾਰੇ ਚਰਚਾ ਕੀਤੀ ਗਈ। ਇਸ ਮੌਕੇ ਹੈਪੀ ਫਤਹਿਗੜ੍ਹ ਨੇ ਕਿਹਾ ਕਿ ਨਸ਼ਿਆਂ ਕਾਰਨ ਚੋਰੀਆਂ, ਲੁੱਟਾਂ ਅਤੇ ਡਕੈਤੀਆਂ ਦੀਆਂ ਘਟਨਾਵਾਂ ਦਿਨ ਬ-ਦਿਨ ਵਧ ਰਹੀਆਂ ਹਨ। ਇਸ ਮੌਕੇ ਜ਼ਿਲ੍ਹਾ ਪ੍ਰਧਾਨ ਲਖਵਿੰਦਰ ਬਿਰਹਾਨਾ ਆਦਿ ਹਾਜ਼ਰ ਸਨ।: [359, 941, 587, 985]
